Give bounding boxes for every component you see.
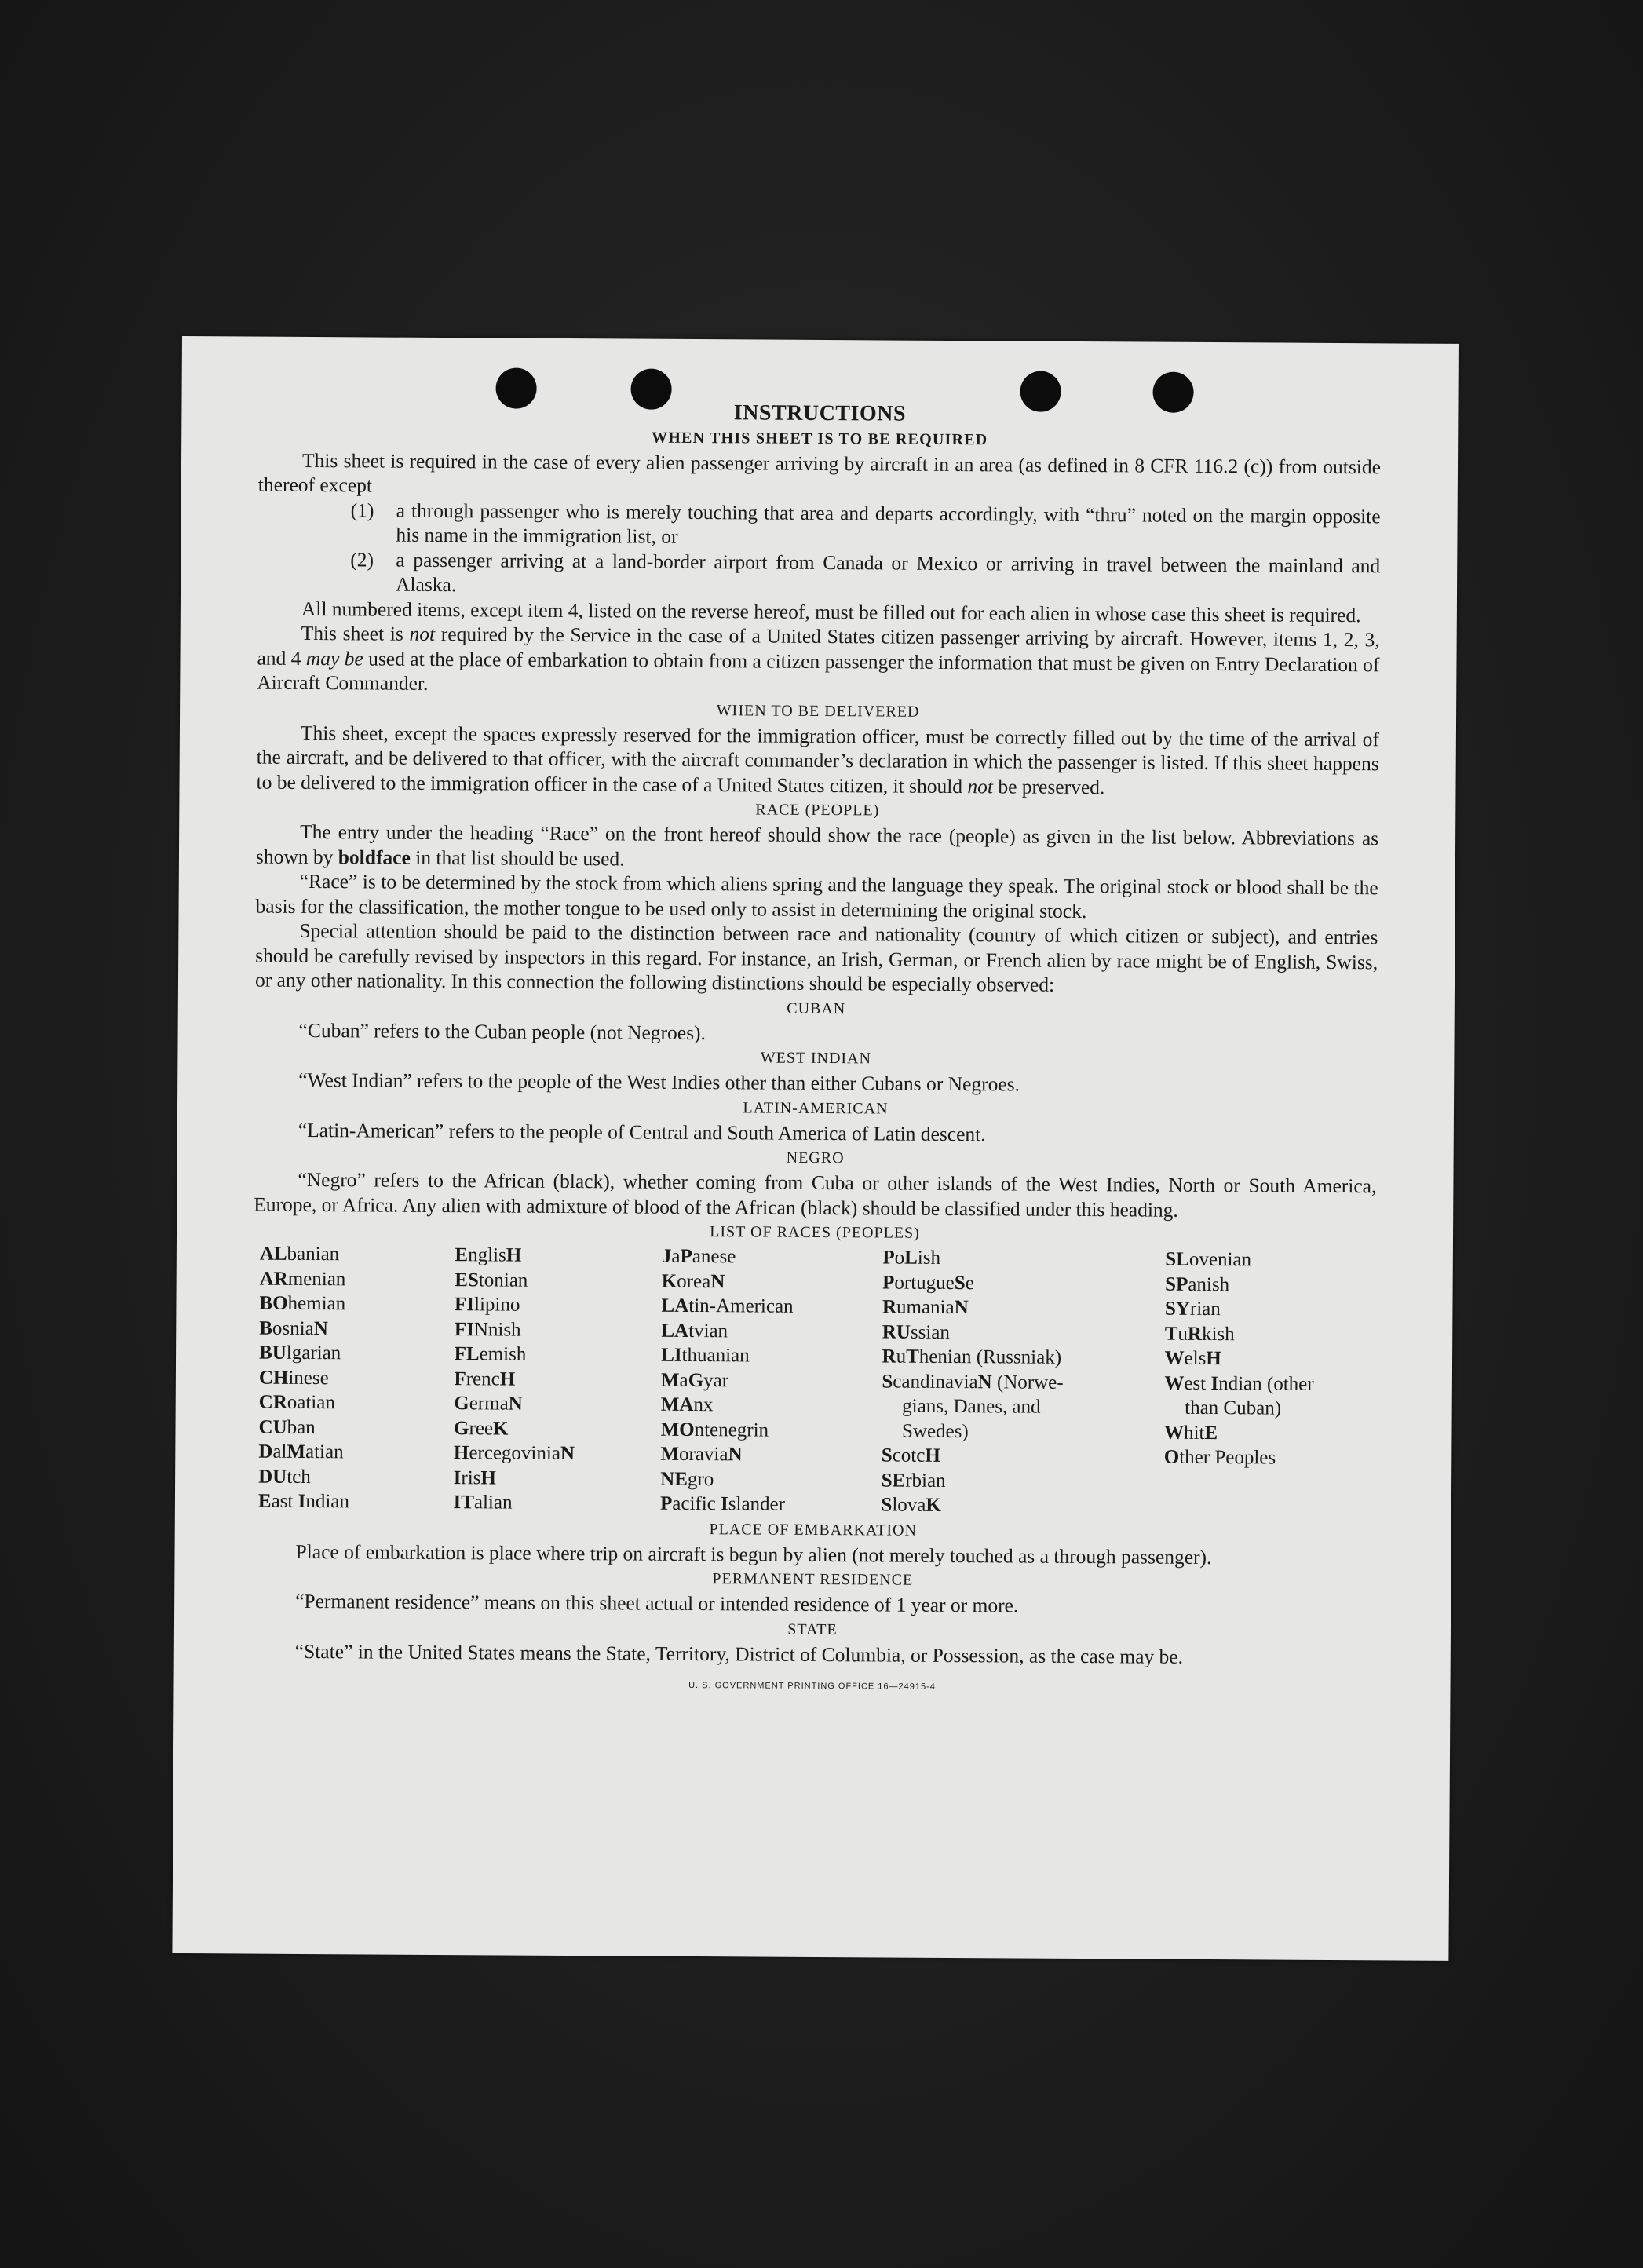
race-text: I (720, 1493, 728, 1515)
race-text: u (896, 1346, 907, 1368)
race-text: E (257, 1490, 272, 1512)
sheet-content (250, 398, 1381, 1703)
race-entry (258, 1464, 454, 1490)
race-entry (455, 1342, 662, 1368)
race-text: W (1164, 1372, 1185, 1394)
race-text: ndian (other (1218, 1372, 1314, 1395)
section-heading: STATE (787, 1620, 838, 1638)
italic-text: may be (305, 646, 363, 670)
race-entry (258, 1489, 454, 1515)
race-text: (Norwe- (991, 1371, 1064, 1393)
text-run: This sheet is (301, 621, 410, 645)
race-entry (882, 1468, 1164, 1495)
instruction-sheet (172, 336, 1459, 1961)
race-text: o (894, 1247, 905, 1269)
race-text: lipino (473, 1294, 520, 1316)
race-text: T (1164, 1323, 1178, 1345)
text-run: The entry under the heading “Race” on the front hereof should show the race (people) as given in the list below. Abbreviations as shown by (255, 820, 1379, 868)
race-text: tin-American (688, 1295, 794, 1317)
paragraph: “Race” is to be determined by the stock from which aliens spring and the language they speak. The original stock or blood shall be the basis for the classification, the mother tongue to be used only to assist in determining the original stock. (255, 869, 1378, 922)
race-entry (454, 1367, 661, 1393)
race-text: E (455, 1244, 469, 1266)
paragraph: Special attention should be paid to the distinction between race and nationality (country of which citizen or subject), and entries should be carefully revised by inspectors in this regard. For instance, an Irish, German, or French alien by race might be of English, Swiss, or any other nationality. In this connection the following distinctions should be especially observed: (254, 919, 1378, 996)
race-entry (258, 1415, 454, 1441)
page-title: INSTRUCTIONS (733, 400, 907, 426)
race-text: erma (469, 1393, 509, 1415)
paragraph: “Negro” refers to the African (black), whether coming from Cuba or other islands of the West Indies, North or South America, Europe, or Africa. Any alien with admixture of blood of the African (black) should be classified under this heading. (254, 1167, 1377, 1222)
italic-text: not (967, 774, 994, 798)
race-text: menian (287, 1268, 346, 1290)
race-text: ES (455, 1269, 479, 1291)
race-text: R (1187, 1323, 1203, 1345)
race-text: rbian (905, 1470, 946, 1492)
race-text: W (1164, 1347, 1185, 1369)
race-text: N (977, 1371, 992, 1393)
race-text: a (671, 1245, 681, 1267)
race-entry (882, 1369, 1165, 1445)
race-entry (660, 1492, 882, 1517)
race-text: CU (258, 1416, 287, 1438)
race-text: nglis (468, 1244, 506, 1266)
race-entry (661, 1343, 882, 1369)
section-heading: WEST INDIAN (760, 1049, 872, 1068)
numbered-item (350, 498, 1380, 553)
text-run: used at the place of embarkation to obtain from a citizen passenger the information that must be given on Entry Declaration of Aircraft Commander. (257, 646, 1380, 695)
paragraph: “Latin-American” refers to the people of Central and South America of Latin descent. (298, 1118, 986, 1145)
race-text: H (925, 1444, 940, 1466)
race-text: renc (466, 1368, 500, 1390)
section-heading: NEGRO (786, 1149, 845, 1167)
race-text: FI (454, 1294, 475, 1316)
race-text: BU (259, 1342, 287, 1364)
race-text: DU (258, 1466, 287, 1488)
race-entry (455, 1292, 662, 1318)
race-text: candinavia (893, 1371, 978, 1393)
race-text: SY (1164, 1298, 1191, 1320)
race-text: umania (896, 1296, 955, 1319)
race-text: ovenian (1188, 1248, 1252, 1271)
item-text: a passenger arriving at a land-border airport from Canada or Mexico or arriving in travel between the mainland and Alaska. (395, 548, 1381, 597)
race-text: ris (461, 1466, 481, 1488)
race-text: rian (1189, 1298, 1221, 1320)
race-text: atian (305, 1441, 344, 1463)
race-text: ish (917, 1247, 941, 1269)
race-text: R (882, 1346, 896, 1368)
section-heading: LATIN-AMERICAN (743, 1098, 889, 1118)
race-text: O (1163, 1446, 1180, 1468)
race-text: M (660, 1443, 680, 1465)
race-entry (259, 1390, 455, 1416)
item-number: (2) (350, 547, 374, 571)
race-entry (1165, 1272, 1376, 1298)
race-text: al (272, 1441, 287, 1463)
race-entry (882, 1245, 1165, 1272)
race-text: T (906, 1346, 919, 1368)
race-text: orea (677, 1270, 711, 1292)
race-text: u (1177, 1323, 1188, 1345)
race-text: S (881, 1444, 893, 1466)
race-column (1163, 1247, 1376, 1521)
race-text: emish (479, 1343, 527, 1365)
race-text: LA (661, 1320, 689, 1342)
race-text: H (480, 1466, 496, 1488)
race-entry (882, 1344, 1165, 1371)
race-entry (455, 1268, 662, 1294)
race-text: N (954, 1297, 969, 1319)
race-text: P (659, 1492, 673, 1514)
section-heading: LIST OF RACES (PEOPLES) (710, 1223, 920, 1242)
race-column (258, 1242, 455, 1515)
race-entry (662, 1269, 883, 1295)
race-text: MO (660, 1419, 695, 1441)
race-text: S (954, 1272, 966, 1294)
race-text: L (904, 1247, 918, 1269)
race-entry (455, 1317, 662, 1343)
race-entry (1164, 1445, 1375, 1471)
race-entry (882, 1295, 1165, 1321)
race-text: N (508, 1393, 523, 1415)
text-run: required by the Service in the case of a United States citizen passenger arriving by aircraft. However, items 1, 2, 3, and 4 (257, 622, 1380, 670)
race-text: oravia (678, 1443, 728, 1466)
race-text: SP (1165, 1273, 1188, 1295)
race-column (660, 1244, 883, 1517)
race-text: a (679, 1369, 688, 1391)
race-text: FL (454, 1343, 480, 1365)
race-text: Nnish (473, 1318, 521, 1341)
paragraph: All numbered items, except item 4, listed on the reverse hereof, must be filled out for each alien in whose case this sheet is required. (301, 597, 1361, 626)
race-text: IT (453, 1492, 475, 1514)
race-text: cotc (892, 1444, 926, 1466)
race-text: MA (660, 1393, 694, 1416)
race-text: SE (881, 1469, 906, 1492)
text-run: be preserved. (992, 774, 1105, 798)
race-text: B (259, 1317, 273, 1339)
race-text: banian (287, 1243, 340, 1265)
race-text: Swedes) (901, 1420, 969, 1442)
race-text: P (882, 1247, 895, 1269)
section-heading: WHEN THIS SHEET IS TO BE REQUIRED (652, 429, 988, 448)
race-text: N (728, 1444, 743, 1466)
race-entry (882, 1443, 1164, 1470)
race-text: lova (892, 1494, 926, 1516)
race-text: tch (287, 1466, 311, 1488)
race-text: oatian (287, 1391, 335, 1414)
race-text: K (493, 1417, 509, 1440)
section-heading: RACE (PEOPLE) (755, 801, 880, 820)
race-entry (1164, 1371, 1375, 1422)
race-text: E (1204, 1422, 1218, 1444)
race-entry (454, 1466, 661, 1492)
race-entry (661, 1318, 882, 1344)
race-entry (455, 1243, 662, 1269)
race-text: henian (Russniak) (918, 1346, 1062, 1368)
race-text: slander (728, 1493, 786, 1515)
race-entry (258, 1440, 454, 1466)
printer-imprint: U. S. GOVERNMENT PRINTING OFFICE 16—24915-4 (688, 1680, 936, 1692)
race-text: ercegovinia (469, 1442, 561, 1464)
race-text: than Cuban) (1185, 1397, 1282, 1419)
race-text: yar (703, 1369, 729, 1391)
race-text: ndian (305, 1490, 350, 1513)
item-number: (1) (350, 498, 374, 521)
race-text: inese (288, 1367, 329, 1389)
race-text: ntenegrin (694, 1419, 769, 1441)
race-text: AL (259, 1243, 287, 1265)
race-text: F (454, 1368, 466, 1390)
race-text: H (506, 1244, 522, 1266)
numbered-item (350, 547, 1380, 603)
race-text: osnia (272, 1317, 314, 1339)
item-text: a through passenger who is merely touching that area and departs accordingly, with “thru” noted on the margin opposite his name in the immigration list, or (396, 499, 1381, 548)
race-entry (259, 1365, 455, 1391)
race-text: anese (692, 1245, 736, 1268)
race-text: K (926, 1494, 941, 1516)
race-text: J (661, 1245, 672, 1267)
paragraph (257, 621, 1380, 702)
race-entry (259, 1316, 455, 1342)
race-entry (454, 1391, 661, 1417)
race-entry (454, 1441, 661, 1466)
race-entry (454, 1416, 661, 1442)
race-text: tonian (478, 1269, 528, 1291)
italic-text: not (409, 622, 436, 645)
race-entry (259, 1341, 455, 1367)
race-entry (660, 1466, 882, 1492)
race-text: CR (258, 1391, 287, 1413)
race-entry (662, 1244, 883, 1270)
race-entry (260, 1242, 455, 1268)
race-entry (661, 1417, 882, 1443)
paragraph (256, 820, 1378, 876)
race-text: S (881, 1494, 893, 1516)
race-text: G (454, 1393, 469, 1415)
race-text: RU (882, 1320, 911, 1343)
race-text: H (453, 1442, 469, 1464)
race-text: G (688, 1369, 704, 1391)
race-text: hit (1183, 1422, 1205, 1444)
text-run: This sheet, except the spaces expressly reserved for the immigration officer, must be correctly filled out by the time of the arrival of the aircraft, and be delivered to that officer, with the aircraft commander’s declaration in which the passenger is listed. If this sheet happens to be delivered to the immigration officer in the case of a United States citizen, it should (256, 721, 1379, 798)
race-text: CH (258, 1367, 289, 1389)
race-text: lgarian (286, 1342, 341, 1364)
race-text: thuanian (681, 1344, 750, 1367)
race-text: anish (1188, 1273, 1230, 1295)
race-text: acific (672, 1492, 721, 1515)
race-text: gro (687, 1468, 714, 1490)
race-text: P (680, 1245, 692, 1267)
race-entry (882, 1270, 1165, 1297)
race-text: ree (469, 1417, 494, 1439)
race-text: S (882, 1370, 893, 1393)
race-text: LA (661, 1295, 689, 1317)
race-entry (1165, 1247, 1376, 1273)
race-text: gians, Danes, and (902, 1395, 1041, 1418)
paragraph (256, 720, 1379, 801)
race-text: NE (660, 1468, 688, 1490)
race-text: tvian (688, 1320, 728, 1342)
race-text: I (298, 1490, 306, 1512)
race-text: K (661, 1270, 677, 1292)
race-entry (1165, 1297, 1376, 1323)
section-heading: CUBAN (787, 999, 846, 1017)
paragraph: “West Indian” refers to the people of the West Indies other than either Cubans or Negroes. (298, 1068, 1020, 1096)
race-entry (661, 1368, 882, 1393)
race-text: LI (661, 1344, 682, 1366)
race-text: N (313, 1317, 328, 1339)
race-text: ban (287, 1416, 316, 1438)
race-entry (660, 1442, 882, 1468)
race-entry (259, 1291, 455, 1317)
race-text: N (560, 1442, 575, 1465)
race-text: e (965, 1272, 974, 1294)
bold-text: boldface (338, 845, 411, 869)
section-heading: PERMANENT RESIDENCE (712, 1570, 914, 1589)
race-text: alian (473, 1492, 513, 1514)
paragraph: This sheet is required in the case of every alien passenger arriving by aircraft in an area (as defined in 8 CFR 116.2 (c)) from outside thereof except (257, 448, 1382, 497)
race-text: H (499, 1368, 516, 1390)
race-entry (661, 1393, 882, 1419)
section-heading: PLACE OF EMBARKATION (709, 1520, 918, 1539)
race-text: W (1163, 1422, 1185, 1444)
race-text: hemian (287, 1292, 346, 1315)
section-heading: WHEN TO BE DELIVERED (716, 701, 920, 721)
race-text: P (882, 1271, 895, 1294)
paragraph: “Cuban” refers to the Cuban people (not Negroes). (298, 1018, 706, 1044)
race-text: ssian (910, 1321, 950, 1343)
race-text: AR (259, 1268, 288, 1290)
race-text: R (882, 1296, 897, 1318)
race-text: I (1210, 1372, 1219, 1394)
race-text: D (258, 1441, 273, 1463)
race-text: nx (693, 1394, 714, 1416)
race-entry (1165, 1321, 1376, 1347)
race-list (252, 1242, 1376, 1521)
race-text: N (710, 1270, 725, 1292)
paragraph: Place of embarkation is place where trip on aircraft is begun by alien (not merely touched as a through passenger). (295, 1539, 1212, 1569)
race-entry (881, 1492, 1163, 1519)
race-text: H (1206, 1347, 1221, 1370)
paragraph: “State” in the United States means the State, Territory, District of Columbia, or Possession, as the case may be. (294, 1639, 1184, 1668)
race-text: BO (259, 1292, 288, 1314)
race-column (453, 1243, 662, 1516)
race-text: M (660, 1369, 680, 1391)
race-text: I (453, 1466, 462, 1488)
race-text: els (1184, 1347, 1207, 1369)
race-entry (453, 1490, 660, 1516)
race-entry (882, 1320, 1165, 1346)
race-column (881, 1245, 1165, 1519)
race-text: kish (1201, 1323, 1235, 1345)
race-entry (260, 1266, 455, 1292)
race-text: M (287, 1441, 306, 1463)
race-text: ther Peoples (1179, 1446, 1276, 1469)
race-entry (661, 1294, 882, 1320)
race-text: FI (454, 1318, 474, 1340)
paragraph: “Permanent residence” means on this sheet actual or intended residence of 1 year or more. (295, 1589, 1019, 1617)
race-text: est (1184, 1372, 1211, 1394)
race-entry (1164, 1346, 1375, 1372)
race-entry (1164, 1420, 1375, 1446)
text-run: in that list should be used. (410, 845, 625, 870)
race-text: ast (271, 1490, 298, 1512)
race-text: ortugue (894, 1272, 955, 1294)
race-text: SL (1165, 1248, 1190, 1270)
race-text: G (454, 1417, 469, 1439)
